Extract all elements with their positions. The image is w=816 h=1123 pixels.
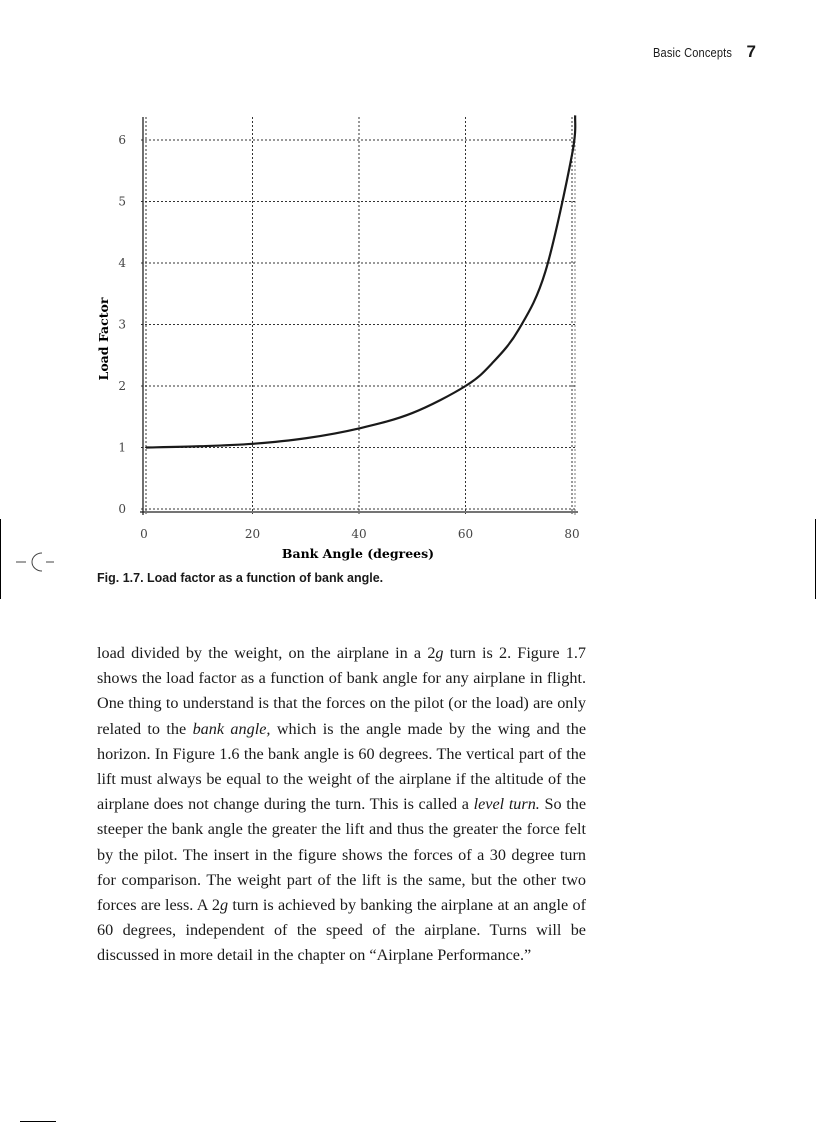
x-tick-label: 80 — [564, 527, 580, 541]
chart-grid — [141, 117, 577, 514]
x-tick-label: 40 — [351, 527, 367, 541]
y-tick-label: 5 — [118, 194, 126, 209]
body-text-5: turn is achieved by banking the airplane at an angle of 60 degrees, independent of the speed of the airplane. Turns will be discussed in more detail in the chapter on “Airplane Performance.” — [97, 896, 586, 965]
body-paragraph — [97, 641, 586, 969]
figure-caption — [97, 571, 383, 585]
y-tick-label: 3 — [118, 317, 126, 332]
x-tick-label: 60 — [457, 527, 474, 541]
x-tick-label: 0 — [140, 527, 148, 541]
crop-mark-bottom — [20, 1121, 56, 1122]
y-tick-label: 2 — [118, 379, 126, 393]
caption-label: Fig. 1.7. — [97, 571, 144, 585]
crop-mark-left — [0, 519, 1, 599]
y-axis-label: Load Factor — [96, 297, 111, 381]
body-text-4: So the steeper the bank angle the greater the lift and thus the greater the force felt by the pilot. The insert in the figure shows the forces of a 30 degree turn for comparison. The weight part of the lift is the same, but the other two forces are less. A 2 — [97, 795, 587, 915]
page-number: 7 — [746, 42, 756, 61]
y-tick-label: 4 — [118, 256, 126, 270]
chart-axes — [140, 117, 578, 515]
body-text-3: which is the angle made by the wing and the horizon. In Figure 1.6 the bank angle is 60 degrees. The vertical part of the lift must always be equal to the weight of the airplane if the altitude of the airplane does not change during the turn. This is called a — [97, 719, 587, 814]
chart-tick-labels — [118, 133, 579, 541]
body-text-2: turn is 2. Figure 1.7 shows the load factor as a function of bank angle for any airplane in flight. One thing to understand is that the forces on the pilot (or the load) are only related to the — [97, 644, 587, 738]
y-tick-label: 1 — [118, 440, 126, 455]
body-italic-g-2: g — [220, 896, 229, 915]
y-tick-label: 6 — [118, 133, 126, 147]
running-head-title: Basic Concepts — [653, 45, 733, 60]
x-tick-label: 20 — [244, 527, 261, 541]
body-italic-bank-angle: bank angle, — [192, 719, 271, 738]
registration-mark-icon — [16, 549, 56, 575]
body-italic-g-1: g — [435, 644, 444, 662]
x-axis-label: Bank Angle (degrees) — [281, 546, 435, 561]
series-line — [146, 115, 575, 447]
y-tick-label: 0 — [118, 502, 126, 516]
body-italic-level-turn: level turn. — [473, 795, 540, 814]
body-text-1: load divided by the weight, on the airplane in a 2 — [97, 644, 436, 662]
caption-text: Load factor as a function of bank angle. — [143, 571, 384, 585]
